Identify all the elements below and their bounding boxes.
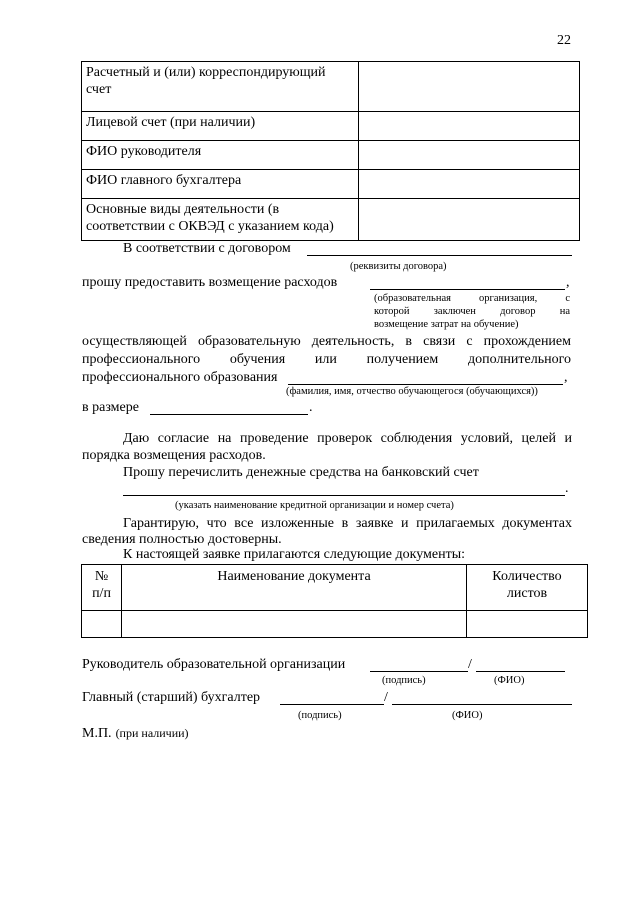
column-header-pages-line-1: Количество [492, 569, 562, 584]
contract-label: В соответствии с договором [123, 241, 291, 256]
column-header-number [82, 565, 122, 611]
accountant-sign-hint: (подпись) [298, 710, 342, 721]
table-row [82, 170, 580, 199]
organization-hint-2: которой заключен договор на [374, 306, 570, 317]
organization-hint-3: возмещение затрат на обучение) [374, 319, 519, 330]
request-label: прошу предоставить возмещение расходов [82, 275, 338, 290]
head-sign-hint: (подпись) [382, 675, 426, 686]
consent-line-1: Даю согласие на проведение проверок соблюдения условий, целей и [123, 431, 572, 446]
column-header-number-line-1: № [94, 569, 109, 584]
amount-label: в размере [82, 400, 139, 415]
bank-request-text: Прошу перечислить денежные средства на банковский счет [123, 465, 479, 480]
activity-line-2: профессионального обучения или получением дополнительного [82, 352, 571, 367]
column-header-number-line-2: п/п [92, 586, 111, 601]
cell-pages[interactable] [467, 611, 588, 638]
consent-line-2: порядка возмещения расходов. [82, 448, 266, 463]
table-row [82, 141, 580, 170]
row-label-personal-account: Лицевой счет (при наличии) [82, 112, 359, 141]
row-label-account: Расчетный и (или) корреспондирующий счет [82, 62, 359, 112]
table-row [82, 62, 580, 112]
stamp-note: (при наличии) [115, 726, 189, 740]
row-value-personal-account[interactable] [359, 112, 580, 141]
bank-hint: (указать наименование кредитной организации и номер счета) [175, 500, 454, 511]
head-name-field[interactable] [476, 671, 565, 672]
bank-period: . [565, 481, 569, 496]
table-row [82, 199, 580, 241]
activity-line-1: осуществляющей образовательную деятельность, в связи с прохождением [82, 334, 571, 349]
row-value-activities[interactable] [359, 199, 580, 241]
head-signature-label: Руководитель образовательной организации [82, 657, 346, 672]
organization-field[interactable] [370, 289, 565, 290]
bank-field[interactable] [123, 495, 565, 496]
column-header-pages [467, 565, 588, 611]
stamp-label: М.П. [82, 726, 112, 741]
column-header-pages-line-2: листов [506, 586, 548, 601]
organization-hint-1: (образовательная организация, с [374, 293, 570, 304]
accountant-name-hint: (ФИО) [452, 710, 483, 721]
accountant-signature-field[interactable] [280, 704, 384, 705]
head-slash: / [468, 657, 472, 672]
page-number: 22 [557, 33, 571, 48]
accountant-name-field[interactable] [392, 704, 572, 705]
row-value-director[interactable] [359, 141, 580, 170]
amount-field[interactable] [150, 414, 308, 415]
head-signature-field[interactable] [370, 671, 468, 672]
row-value-chief-accountant[interactable] [359, 170, 580, 199]
documents-table [81, 564, 588, 638]
row-label-director: ФИО руководителя [82, 141, 359, 170]
cell-number[interactable] [82, 611, 122, 638]
contract-hint: (реквизиты договора) [350, 261, 447, 272]
stamp-block [82, 724, 189, 742]
row-label-chief-accountant: ФИО главного бухгалтера [82, 170, 359, 199]
guarantee-line-1: Гарантирую, что все изложенные в заявке и прилагаемых документах [123, 516, 572, 531]
row-label-activities: Основные виды деятельности (в соответствии с ОКВЭД с указанием кода) [82, 199, 359, 241]
contract-field[interactable] [307, 255, 572, 256]
trainee-hint: (фамилия, имя, отчество обучающегося (обучающихся)) [286, 386, 538, 397]
activity-comma: , [564, 370, 568, 385]
accountant-slash: / [384, 690, 388, 705]
activity-line-3: профессионального образования [82, 370, 278, 385]
table-header-row [82, 565, 588, 611]
cell-document-name[interactable] [122, 611, 467, 638]
head-name-hint: (ФИО) [494, 675, 525, 686]
accountant-signature-label: Главный (старший) бухгалтер [82, 690, 261, 705]
row-value-account[interactable] [359, 62, 580, 112]
guarantee-line-2: сведения полностью достоверны. [82, 532, 282, 547]
amount-period: . [309, 400, 313, 415]
column-header-document-name: Наименование документа [122, 565, 467, 611]
request-comma: , [566, 275, 570, 290]
table-row [82, 611, 588, 638]
organization-info-table [81, 61, 580, 241]
trainee-field[interactable] [288, 384, 563, 385]
table-row [82, 112, 580, 141]
attached-documents-text: К настоящей заявке прилагаются следующие документы: [123, 547, 465, 562]
